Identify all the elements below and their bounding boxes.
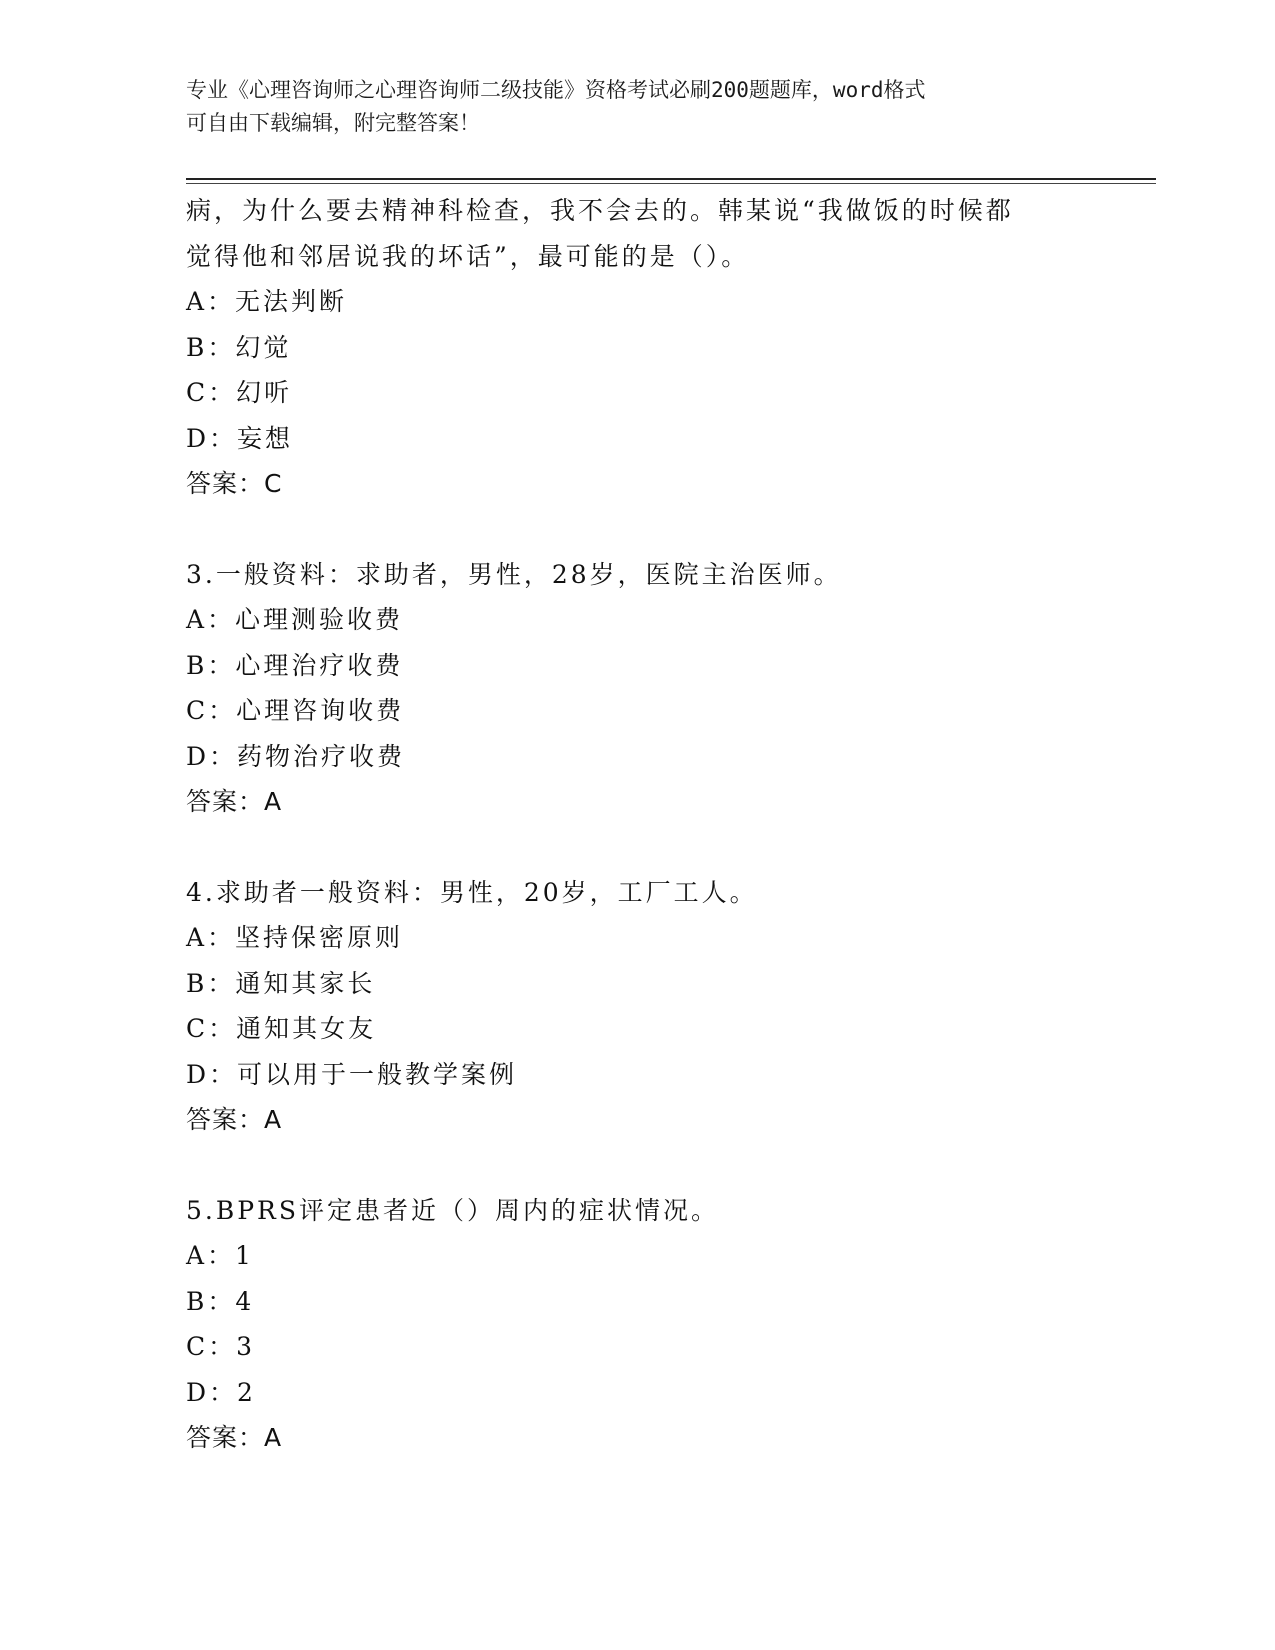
option-a: A：坚持保密原则 [186,923,404,952]
option-c: C：通知其女友 [186,1014,377,1043]
question-5 [186,1188,1086,1461]
option-d: D：药物治疗收费 [186,741,406,771]
question-text: 觉得他和邻居说我的坏话”，最可能的是（）。 [186,241,750,271]
question-text: 病，为什么要去精神科检查，我不会去的。韩某说“我做饭的时候都 [186,196,1014,225]
option-b: B：幻觉 [186,332,292,362]
question-text: 5.BPRS评定患者近（）周内的症状情况。 [186,1195,719,1225]
answer: 答案：C [186,469,283,498]
question-4 [186,870,1086,1143]
option-b: B：通知其家长 [186,968,376,998]
option-d: D：妄想 [186,423,294,453]
option-a: A：无法判断 [186,287,348,316]
document-header [186,74,1086,140]
spacer [186,825,1086,870]
question-text: 3.一般资料：求助者，男性，28岁，医院主治医师。 [186,559,842,589]
spacer [186,507,1086,552]
header-line-2: 可自由下载编辑，附完整答案！ [186,111,480,135]
answer: 答案：A [186,787,283,816]
header-line-1: 专业《心理咨询师之心理咨询师二级技能》资格考试必刷200题题库，word格式 [186,78,926,102]
option-b: B：4 [186,1286,255,1316]
question-text: 4.求助者一般资料：男性，20岁，工厂工人。 [186,877,758,907]
header-divider-thin [186,183,1156,184]
question-3 [186,552,1086,825]
spacer [186,1143,1086,1188]
option-c: C：幻听 [186,378,293,407]
option-d: D：2 [186,1377,256,1407]
answer: 答案：A [186,1423,283,1452]
question-list [186,188,1086,1461]
answer: 答案：A [186,1105,283,1134]
question-2 [186,188,1086,507]
option-a: A：1 [186,1241,254,1270]
option-b: B：心理治疗收费 [186,650,404,680]
option-a: A：心理测验收费 [186,605,404,634]
option-c: C：心理咨询收费 [186,696,405,725]
option-c: C：3 [186,1332,256,1361]
header-divider-thick [186,178,1156,180]
option-d: D：可以用于一般教学案例 [186,1059,518,1089]
